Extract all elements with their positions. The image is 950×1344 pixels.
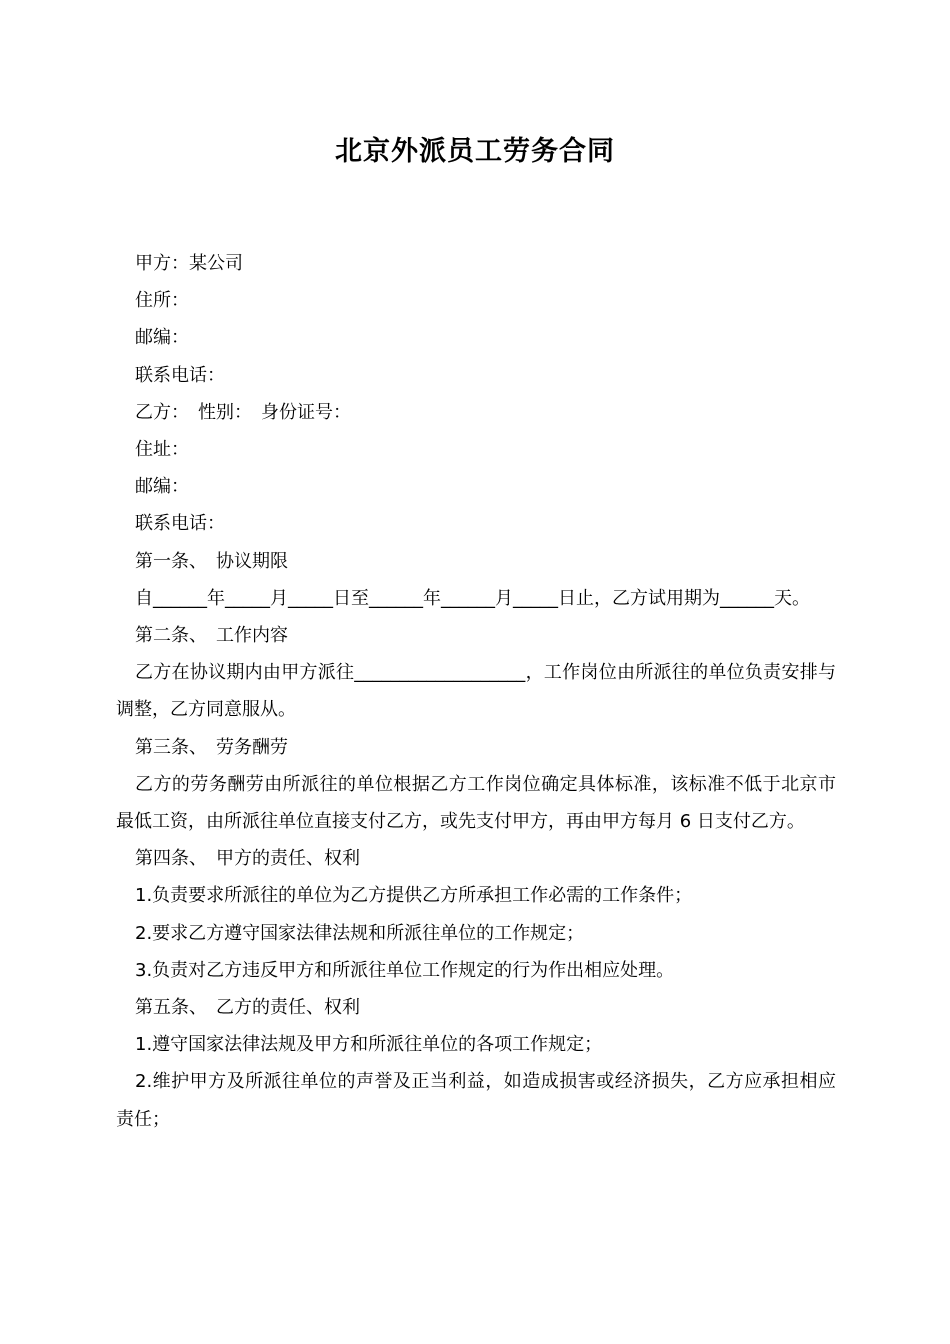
article-1-heading: 第一条、 协议期限 — [135, 550, 288, 572]
article-4-item-1: 1.负责要求所派往的单位为乙方提供乙方所承担工作必需的工作条件； — [135, 885, 693, 907]
party-b-phone: 联系电话： — [135, 513, 225, 535]
article-5-heading: 第五条、 乙方的责任、权利 — [135, 997, 360, 1019]
article-1-text: 自______年_____月_____日至______年______月_____日止，乙方试用期为______天。 — [135, 587, 810, 609]
party-b-info: 乙方： 性别： 身份证号： — [135, 401, 351, 423]
article-3-heading: 第三条、 劳务酬劳 — [135, 736, 288, 758]
party-a-name: 甲方：某公司 — [135, 253, 243, 274]
article-2-heading: 第二条、 工作内容 — [135, 625, 288, 647]
document-title: 北京外派员工劳务合同 — [335, 136, 615, 167]
party-b-postcode: 邮编： — [135, 476, 189, 498]
party-a-postcode: 邮编： — [135, 327, 189, 349]
article-4-item-3: 3.负责对乙方违反甲方和所派往单位工作规定的行为作出相应处理。 — [135, 959, 675, 981]
article-5-item-2: 2.维护甲方及所派往单位的声誉及正当利益，如造成损害或经济损失，乙方应承担相应责任； — [116, 1071, 836, 1130]
article-3-text: 乙方的劳务酬劳由所派往的单位根据乙方工作岗位确定具体标准，该标准不低于北京市最低工资，由所派往单位直接支付乙方，或先支付甲方，再由甲方每月 6 日支付乙方。 — [116, 773, 836, 833]
article-4-item-2: 2.要求乙方遵守国家法律法规和所派往单位的工作规定； — [135, 922, 585, 944]
party-a-residence: 住所： — [135, 290, 189, 312]
document-body — [116, 245, 836, 1138]
party-b-address: 住址： — [135, 439, 189, 461]
party-a-phone: 联系电话： — [135, 364, 225, 386]
article-5-item-1: 1.遵守国家法律法规及甲方和所派往单位的各项工作规定； — [135, 1034, 603, 1056]
article-2-text: 乙方在协议期内由甲方派往___________________，工作岗位由所派往的单位负责安排与调整，乙方同意服从。 — [116, 662, 836, 721]
article-4-heading: 第四条、 甲方的责任、权利 — [135, 848, 360, 870]
